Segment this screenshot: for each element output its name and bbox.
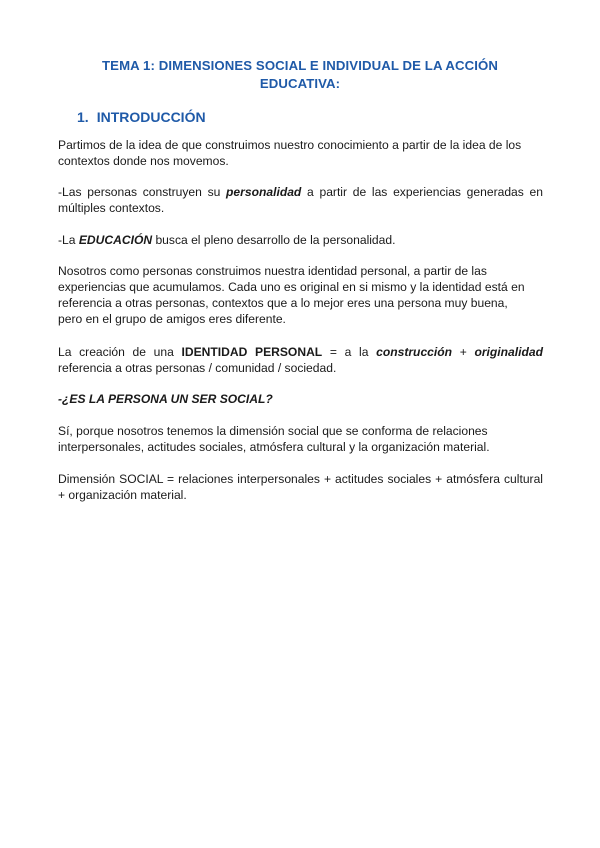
paragraph-3-before: -La [58, 233, 79, 247]
paragraph-3 [58, 232, 543, 248]
paragraph-5-bold: IDENTIDAD PERSONAL [181, 345, 323, 359]
question-text: -¿ES LA PERSONA UN SER SOCIAL? [58, 392, 273, 406]
paragraph-2-before: -Las personas construyen su [58, 185, 227, 199]
paragraph-3-after: busca el pleno desarrollo de la personalidad. [152, 233, 396, 247]
paragraph-2-after: a partir de las experiencias generadas en múltiples contextos. [58, 185, 543, 215]
paragraph-6 [58, 423, 543, 455]
paragraph-3-emphasis: EDUCACIÓN [78, 233, 153, 247]
paragraph-4-line: experiencias que acumulamos. Cada uno es original en si mismo y la identidad está en [58, 280, 525, 294]
paragraph-5-mid: = a la [322, 345, 377, 359]
section-heading [77, 108, 206, 126]
paragraph-6-line: interpersonales, actitudes sociales, atmósfera cultural y la organización material. [58, 440, 490, 454]
paragraph-5-plus: + [452, 345, 475, 359]
title-line-1: TEMA 1: DIMENSIONES SOCIAL E INDIVIDUAL DE LA ACCIÓN [102, 58, 498, 73]
title-line-2: EDUCATIVA: [259, 76, 341, 91]
paragraph-5-emphasis-2: originalidad [474, 345, 543, 359]
paragraph-5-after: referencia a otras personas / comunidad / sociedad. [58, 361, 337, 375]
paragraph-6-line: Sí, porque nosotros tenemos la dimensión social que se conforma de relaciones [58, 424, 488, 438]
paragraph-4-line: Nosotros como personas construimos nuestra identidad personal, a partir de las [58, 264, 487, 278]
paragraph-4 [58, 263, 543, 327]
paragraph-4-line: referencia a otras personas, contextos que a lo mejor eres una persona muy buena, [58, 296, 508, 310]
section-title: INTRODUCCIÓN [96, 109, 206, 125]
question-line [58, 391, 543, 407]
paragraph-7: Dimensión SOCIAL = relaciones interpersonales + actitudes sociales + atmósfera cultural + organización material. [58, 472, 543, 502]
paragraph-5 [58, 344, 543, 376]
paragraph-2-emphasis: personalidad [226, 185, 302, 199]
paragraph-5-before: La creación de una [58, 345, 182, 359]
document-title [60, 57, 540, 93]
paragraph-5-emphasis-1: construcción [376, 345, 453, 359]
section-number: 1. [77, 109, 89, 125]
paragraph-1: Partimos de la idea de que construimos nuestro conocimiento a partir de la idea de los contextos donde nos movemos. [58, 138, 522, 168]
paragraph-2 [58, 184, 543, 216]
paragraph-4-line: pero en el grupo de amigos eres diferente. [58, 312, 286, 326]
